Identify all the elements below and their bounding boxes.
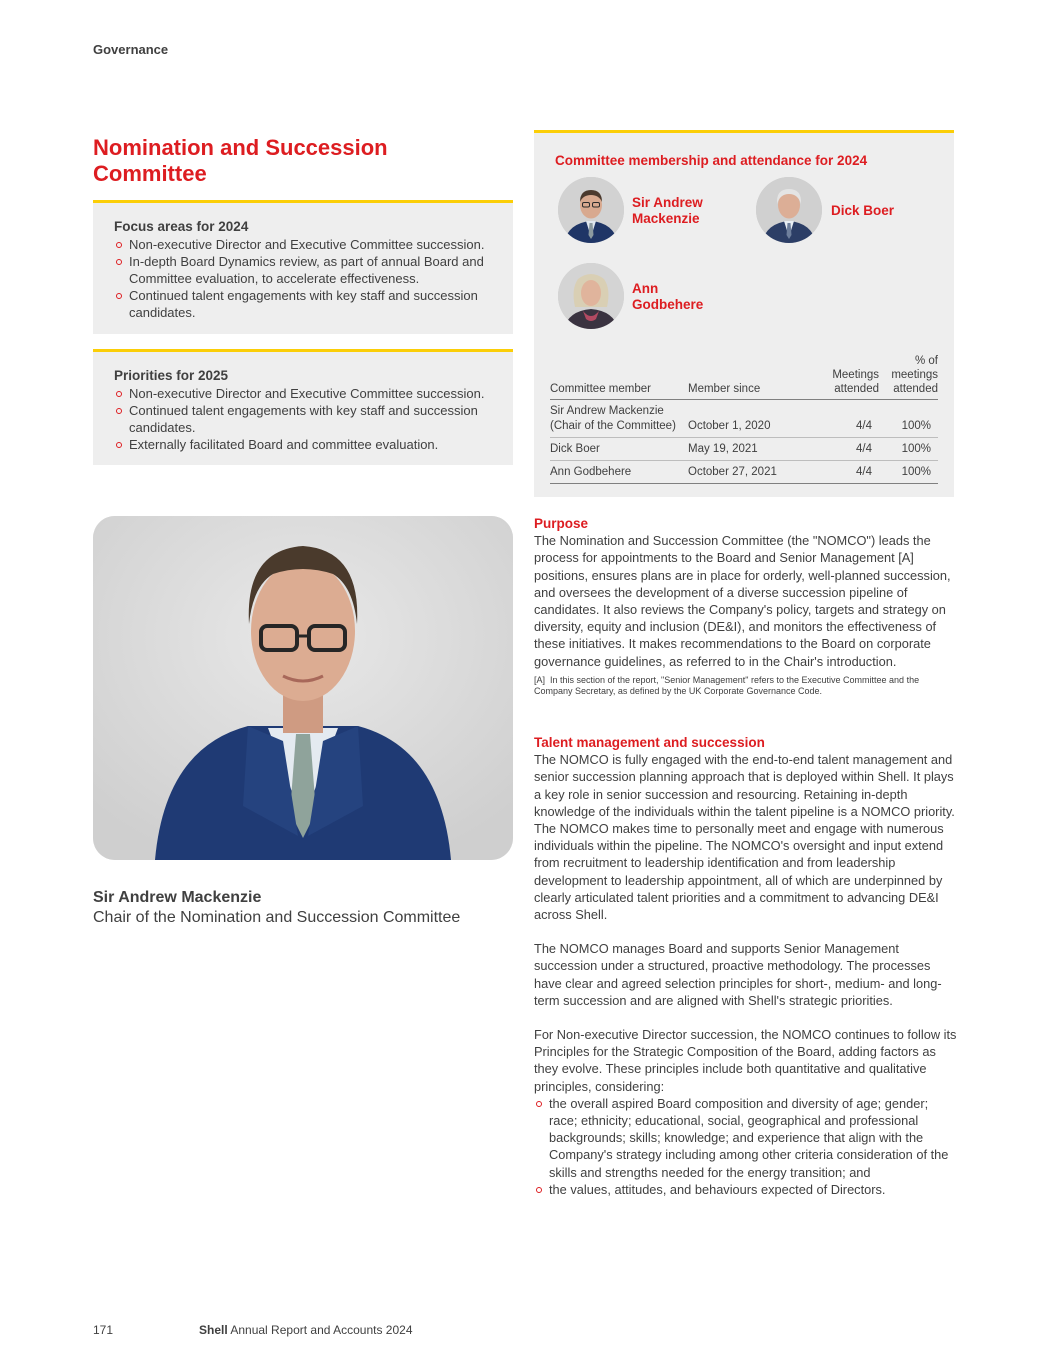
list-item: Continued talent engagements with key staff and succession candidates. (114, 402, 493, 436)
chair-name: Sir Andrew Mackenzie (93, 889, 262, 906)
column-header: Meetings attended (812, 354, 879, 400)
list-item: the values, attitudes, and behaviours expected of Directors. (534, 1181, 959, 1198)
purpose-section (534, 515, 959, 697)
principles-list (534, 1095, 959, 1198)
avatar-dick-boer (756, 177, 822, 243)
meetings-cell: 4/4 (812, 438, 879, 461)
footnote-mark: [A] (534, 674, 546, 685)
percent-cell: 100% (879, 438, 938, 461)
footer-brand: Shell (199, 1323, 228, 1337)
focus-areas-panel (93, 200, 513, 334)
list-item: Non-executive Director and Executive Committee succession. (114, 385, 493, 402)
membership-title: Committee membership and attendance for 2024 (555, 153, 868, 168)
member-cell: Ann Godbehere (550, 461, 688, 484)
priorities-list (114, 385, 493, 453)
list-item: the overall aspired Board composition and diversity of age; gender; race; ethnicity; educational, social, geographical and professional backgrounds; skills; knowledge; and experience that align with the Company's strategy including among other criteria consideration of the skills and strengths needed for the energy transition; and (534, 1095, 959, 1181)
focus-areas-list (114, 236, 493, 321)
talent-heading: Talent management and succession (534, 735, 765, 750)
table-header-row (550, 354, 938, 400)
member-name-dick-boer: Dick Boer (831, 203, 895, 218)
member-name-andrew-mackenzie: Sir Andrew Mackenzie (632, 195, 703, 226)
avatar-andrew-mackenzie (558, 177, 624, 243)
talent-section (534, 734, 959, 1198)
list-item: Continued talent engagements with key staff and succession candidates. (114, 287, 493, 321)
member-name-ann-godbehere: Ann Godbehere (632, 281, 704, 312)
page-number: 171 (93, 1323, 114, 1337)
percent-cell: 100% (879, 461, 938, 484)
page-title: Nomination and Succession Committee (93, 135, 388, 186)
footer-report-title (199, 1323, 413, 1337)
purpose-heading: Purpose (534, 516, 589, 531)
talent-paragraph: For Non-executive Director succession, the NOMCO continues to follow its Principles for the Strategic Composition of the Board, adding factors as they evolve. These principles include both quantitative and qualitative principles, considering: (534, 1027, 957, 1094)
member-cell: Sir Andrew Mackenzie (Chair of the Committee) (550, 400, 688, 438)
member-cell: Dick Boer (550, 438, 688, 461)
meetings-cell: 4/4 (812, 400, 879, 438)
avatar-ann-godbehere (558, 263, 624, 329)
percent-cell: 100% (879, 400, 938, 438)
focus-areas-heading: Focus areas for 2024 (114, 219, 249, 234)
table-row (550, 438, 938, 461)
footnote-text: In this section of the report, "Senior Management" refers to the Executive Committee and the Company Secretary, as defined by the UK Corporate Governance Code. (534, 674, 920, 696)
purpose-footnote (534, 675, 959, 697)
column-header: % of meetings attended (879, 354, 938, 400)
list-item: In-depth Board Dynamics review, as part of annual Board and Committee evaluation, to accelerate effectiveness. (114, 253, 493, 287)
table-row (550, 400, 938, 438)
chair-portrait (93, 516, 513, 860)
priorities-panel (93, 349, 513, 465)
talent-paragraph: The NOMCO is fully engaged with the end-to-end talent management and senior succession planning approach that is deployed within Shell. It plays a key role in senior succession and resourcing. Retaining in-depth knowledge of the individuals within the talent pipeline is a NOMCO priority. The NOMCO makes time to personally meet and engage with numerous individuals within the pipeline. The NOMCO's oversight and input extend from recruitment to leadership identification and from leadership development to leadership appointment, all of which are underpinned by clearly articulated talent priorities and a commitment to advancing DE&I across Shell. (534, 752, 955, 923)
talent-paragraph: The NOMCO manages Board and supports Senior Management succession under a structured, proactive methodology. The processes have clear and agreed selection principles for short-, medium- and long-term succession and are aligned with Shell's strategic priorities. (534, 941, 942, 1008)
since-cell: October 1, 2020 (688, 400, 812, 438)
section-label: Governance (93, 42, 169, 57)
since-cell: May 19, 2021 (688, 438, 812, 461)
attendance-table (550, 354, 938, 484)
membership-panel (534, 130, 954, 497)
since-cell: October 27, 2021 (688, 461, 812, 484)
priorities-heading: Priorities for 2025 (114, 368, 229, 383)
list-item: Non-executive Director and Executive Committee succession. (114, 236, 493, 253)
purpose-text: The Nomination and Succession Committee (the "NOMCO") leads the process for appointments to the Board and Senior Management [A] positions, ensures plans are in place for orderly, well-planned succession, and oversees the development of a diverse succession pipeline of candidates. It also reviews the Company's policy, targets and strategy on diversity, equity and inclusion (DE&I), and monitors the effectiveness of these initiatives. It makes recommendations to the Board on corporate governance guidelines, as referred to in the Chair's introduction. (534, 533, 951, 669)
footer-report: Annual Report and Accounts 2024 (230, 1323, 413, 1337)
meetings-cell: 4/4 (812, 461, 879, 484)
list-item: Externally facilitated Board and committee evaluation. (114, 436, 493, 453)
column-header: Committee member (550, 354, 688, 400)
chair-role: Chair of the Nomination and Succession Committee (93, 909, 461, 926)
column-header: Member since (688, 354, 812, 400)
table-row (550, 461, 938, 484)
